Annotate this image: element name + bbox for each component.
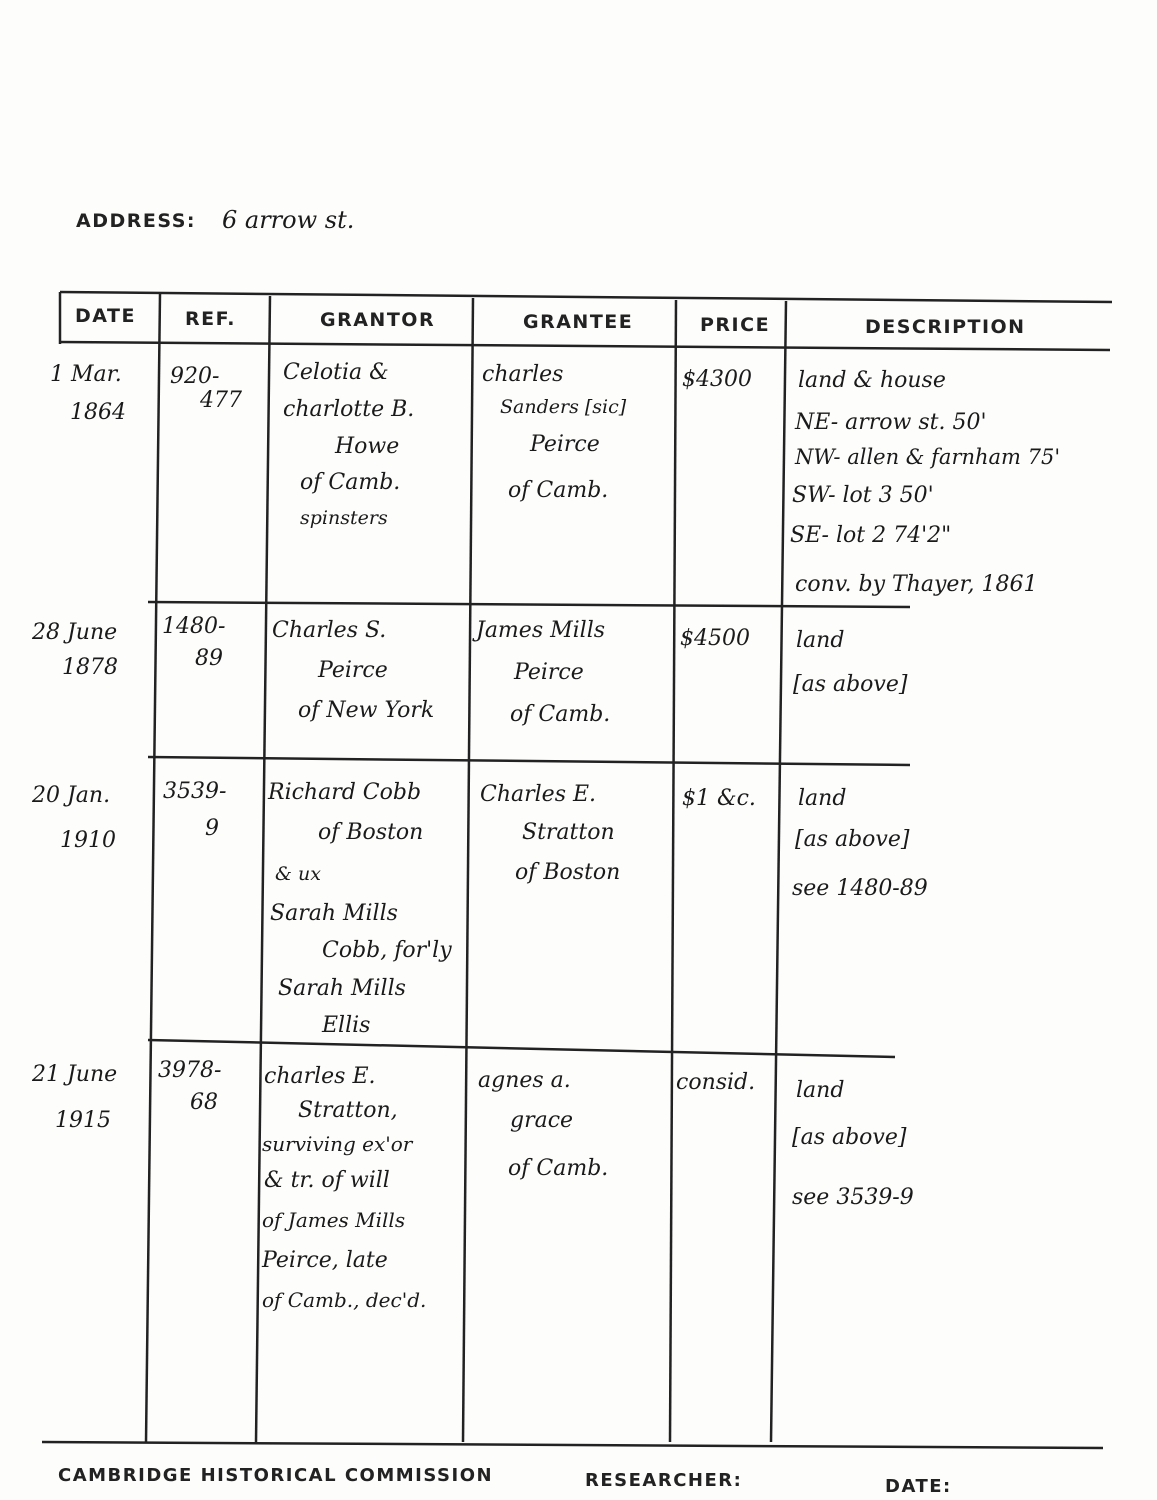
column-line-1 — [146, 294, 160, 1442]
row2-grantee-line2: Peirce — [514, 660, 584, 685]
row2-grantee-line3: of Camb. — [510, 702, 611, 727]
row3-desc-line1: land — [798, 786, 847, 811]
row1-desc-line5: SE- lot 2 74'2" — [790, 523, 952, 548]
row1-price: $4300 — [682, 367, 752, 392]
address-label: ADDRESS: — [76, 210, 196, 232]
row4-grantor-line3: surviving ex'or — [262, 1132, 413, 1156]
row4-grantor-line5: of James Mills — [262, 1208, 406, 1232]
row3-grantee-line3: of Boston — [515, 860, 621, 885]
row1-desc-line4: SW- lot 3 50' — [792, 483, 934, 508]
row1-grantee-line2: Sanders [sic] — [500, 396, 627, 418]
row3-grantor-line3: & ux — [275, 863, 321, 885]
row1-grantee-line4: of Camb. — [508, 478, 609, 503]
col-header-date: DATE — [75, 305, 136, 327]
row4-grantor-line4: & tr. of will — [264, 1168, 390, 1193]
col-header-ref: REF. — [185, 308, 237, 330]
col-header-price: PRICE — [700, 314, 771, 336]
address-value: 6 arrow st. — [222, 206, 355, 234]
row4-grantee-line3: of Camb. — [508, 1156, 609, 1181]
row2-grantor-line1: Charles S. — [272, 618, 387, 643]
row2-ref-line2: 89 — [195, 646, 223, 671]
row2-date-line2: 1878 — [62, 655, 118, 680]
row4-grantee-line1: agnes a. — [478, 1068, 571, 1093]
column-line-4 — [670, 300, 676, 1442]
row2-grantor-line3: of New York — [298, 698, 435, 723]
row1-grantor-line2: charlotte B. — [283, 397, 415, 422]
row1-ref-line2: 477 — [200, 388, 242, 413]
row1-desc-line6: conv. by Thayer, 1861 — [795, 572, 1038, 597]
row4-desc-line1: land — [796, 1078, 845, 1103]
row3-price: $1 &c. — [682, 786, 756, 811]
row1-grantee-line3: Peirce — [530, 432, 600, 457]
row4-desc-line2: [as above] — [792, 1125, 907, 1150]
row-separator-1 — [148, 602, 910, 607]
row4-grantor-line7: of Camb., dec'd. — [262, 1288, 427, 1312]
row4-grantor-line1: charles E. — [264, 1064, 376, 1089]
header-bottom-rule — [60, 342, 1110, 350]
row1-grantee-line1: charles — [482, 362, 564, 387]
column-line-5 — [771, 301, 786, 1442]
row1-desc-line2: NE- arrow st. 50' — [795, 410, 987, 435]
row2-desc-line2: [as above] — [793, 672, 908, 697]
row1-ref-line1: 920- — [170, 364, 220, 389]
row3-grantor-line2: of Boston — [318, 820, 424, 845]
row2-date-line1: 28 June — [32, 620, 118, 645]
row4-date-line2: 1915 — [55, 1108, 111, 1133]
row3-ref-line1: 3539- — [163, 779, 227, 804]
row3-date-line2: 1910 — [60, 828, 116, 853]
row1-date-line1: 1 Mar. — [50, 362, 122, 387]
row1-desc-line3: NW- allen & farnham 75' — [795, 445, 1061, 469]
row2-desc-line1: land — [796, 628, 845, 653]
table-top-rule — [60, 292, 1112, 302]
row2-grantor-line2: Peirce — [318, 658, 388, 683]
row1-desc-line1: land & house — [798, 368, 946, 393]
row4-price: consid. — [676, 1070, 756, 1095]
column-line-3 — [463, 298, 473, 1442]
row3-desc-line2: [as above] — [795, 827, 910, 852]
row4-grantee-line2: grace — [510, 1108, 574, 1133]
footer-date-label: DATE: — [885, 1476, 952, 1497]
row1-date-line2: 1864 — [70, 400, 126, 425]
col-header-grantor: GRANTOR — [320, 309, 436, 331]
row3-grantor-line6: Sarah Mills — [278, 976, 406, 1001]
row3-desc-line3: see 1480-89 — [792, 876, 928, 901]
row4-ref-line1: 3978- — [158, 1058, 222, 1083]
row1-grantor-line3: Howe — [335, 434, 400, 459]
row2-ref-line1: 1480- — [162, 614, 226, 639]
row-separator-2 — [148, 757, 910, 765]
row3-grantee-line2: Stratton — [522, 820, 615, 845]
row3-grantee-line1: Charles E. — [480, 782, 597, 807]
row3-ref-line2: 9 — [205, 816, 219, 841]
row1-grantor-line5: spinsters — [300, 507, 388, 529]
row2-price: $4500 — [680, 626, 750, 651]
table-bottom-rule — [42, 1442, 1103, 1448]
row3-grantor-line7: Ellis — [322, 1013, 371, 1038]
row3-grantor-line1: Richard Cobb — [268, 780, 422, 805]
row4-ref-line2: 68 — [190, 1090, 218, 1115]
col-header-grantee: GRANTEE — [523, 311, 634, 333]
row3-grantor-line4: Sarah Mills — [270, 901, 398, 926]
row1-grantor-line4: of Camb. — [300, 470, 401, 495]
row4-desc-line3: see 3539-9 — [792, 1185, 914, 1210]
footer-commission: CAMBRIDGE HISTORICAL COMMISSION — [58, 1465, 494, 1486]
row4-grantor-line2: Stratton, — [298, 1098, 398, 1123]
row1-grantor-line1: Celotia & — [283, 360, 389, 385]
row3-date-line1: 20 Jan. — [32, 783, 111, 808]
row4-grantor-line6: Peirce, late — [262, 1248, 388, 1273]
row4-date-line1: 21 June — [32, 1062, 118, 1087]
footer-researcher-label: RESEARCHER: — [585, 1470, 743, 1491]
row3-grantor-line5: Cobb, for'ly — [322, 938, 452, 963]
row2-grantee-line1: James Mills — [476, 618, 606, 643]
col-header-description: DESCRIPTION — [865, 316, 1026, 338]
